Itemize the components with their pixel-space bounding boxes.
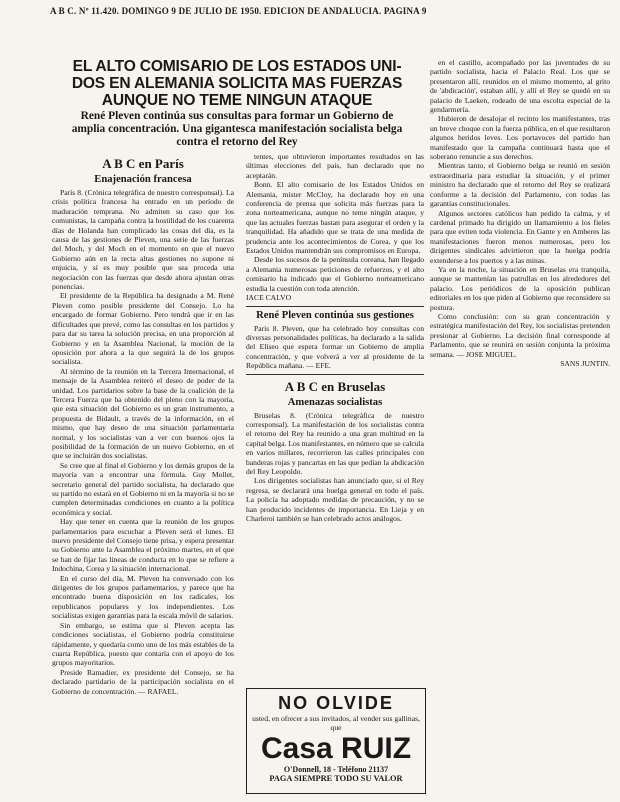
column-right bbox=[430, 58, 610, 794]
paragraph: Hubieron de desalojar el recinto los manifestantes, tras un breve choque con la fuerza pública, en el que resultaron algunos heridos leves. Los portavoces del partido han manifestado que la campaña continuará hasta que el soberano renuncie a sus derechos. bbox=[430, 114, 610, 162]
paragraph: Desde los sucesos de la península coreana, han llegado a Alemania numerosas peticiones de refuerzos, y el alto comisario ha indicado que el Gobierno norteamericano estudia la cuestión con toda atención. bbox=[246, 255, 424, 293]
article-body bbox=[430, 58, 610, 368]
signature: IACE CALVO bbox=[246, 293, 292, 303]
paragraph: París 8. (Crónica telegráfica de nuestro corresponsal). La crisis política francesa ha entrado en un período de maduración temprana. No admiten su caso que los comunistas, la campaña contra la hostilidad de los cuarenta días de Holanda han complicado las cosas del día, es la causa de las gestiones de Pleven, una serie de las fuerzas del Moch, y del Moch en el momento en que el nuevo Gobierno aún en la recta altas gestiones no supone ni enjuicia, y sí es muy posible que sea proceda una negociación con las fuerzas que desde ahora ajustan otras ponencias. bbox=[52, 188, 234, 292]
subheadline-line: contra el retorno del Rey bbox=[176, 136, 298, 148]
section-title: A B C en París bbox=[102, 156, 184, 171]
signature: SANS JUNTIN. bbox=[560, 359, 610, 368]
advertisement bbox=[246, 688, 426, 794]
paragraph: tentes, que obtuvieron importantes resultados en las últimas elecciones del país, han declarado que no aceptarán. bbox=[246, 152, 424, 180]
paragraph: Ya en la noche, la situación en Bruselas era tranquila, aunque se mantenían las patrullas en los alrededores del palacio. Los periódicos de la oposición publican editoriales en los que piden al Gobierno que reconsidere su postura. bbox=[430, 264, 610, 312]
divider bbox=[246, 374, 424, 375]
main-headline bbox=[52, 58, 422, 109]
paragraph: Al término de la reunión en la Tercera Internacional, el mensaje de la Asamblea reiteró el deseo de poder de la unidad. Los partidarios sobre la base de la coalición de la Tercera Fuerza que ha obtenido del pleno con la mayoría, que esta situación del Gobierno es un gran instrumento, a propuesta de Bidault, a través de la información, en el mismo, que hay deseo de una situación parlamentaria normal, y los socialistas van a ver con buenos ojos la posibilidad de la formación de un nuevo Gobierno, en el que se incluirán dos socialistas. bbox=[52, 366, 234, 461]
paragraph: Hay que tener en cuenta que la reunión de los grupos parlamentarios para escuchar a Pleven será el lunes. El nuevo presidente del Consejo tiene prisa, y espera presentar su Gobierno ante la Asamblea el próximo martes, en el que se han de fijar las líneas de conducta en lo que se refiere a Indochina, Corea y la situación internacional. bbox=[52, 517, 234, 574]
ad-tagline: usted, en ofrecer a sus invitados, al vender sus gallinas, que bbox=[252, 714, 420, 732]
column-left bbox=[52, 152, 234, 794]
article-body bbox=[246, 411, 424, 524]
paragraph: Bonn. El alto comisario de los Estados Unidos en Alemania, míster McCloy, ha declarado hoy en una conferencia de prensa que solicita más fuerzas para la zona norteamericana, aunque no teme ningún ataque, y que las actuales fuerzas bastan para asegurar el orden y la tranquilidad. Ha añadido que se trata de una medida de prudencia ante los acontecimientos de Corea, y que los Estados Unidos mantendrán sus compromisos en Europa. bbox=[246, 180, 424, 256]
paragraph: Bruselas 8. (Crónica telegráfica de nuestro corresponsal). La manifestación de los socialistas contra el retorno del Rey ha reunido a una gran multitud en la capital belga. Los manifestantes, en número que se calcula en varios millares, recorrieron las calles principales con banderas rojas y pancartas en las que pedían la abdicación del Rey Leopoldo. bbox=[246, 410, 424, 476]
column-middle bbox=[246, 152, 424, 684]
paragraph: Mientras tanto, el Gobierno belga se reunió en sesión extraordinaria para estudiar la situación, y el primer ministro ha declarado que el retorno del Rey se realizará conforme a la decisión del Parlamento, con todas las garantías constitucionales. bbox=[430, 161, 610, 209]
section-subtitle: Amenazas socialistas bbox=[287, 396, 383, 408]
paragraph: El presidente de la República ha designado a M. René Pleven como posible presidente del Consejo. Lo ha encargado de formar Gobierno. Pero tendrá que ir en las dificultades que prevé, como las consultas en los partidos y para dar su tarea la solución precisa, en una proporción al Gobierno y en la Asamblea Nacional, la moción de la oposición por ahora a la que seguirá la de los grupos socialista. bbox=[52, 291, 234, 367]
headline-line: AUNQUE NO TEME NINGUN ATAQUE bbox=[101, 92, 373, 109]
article-body bbox=[246, 152, 424, 303]
paragraph: Como conclusión: con su gran concentración y estratégica manifestación del Rey, los socialistas pretenden presionar al Gobierno. La decisión final corresponde al Parlamento, que se reunirá en sesión conjunta la próxima semana. — JOSE MIGUEL. bbox=[430, 311, 610, 359]
section-subtitle: Enajenación francesa bbox=[94, 174, 192, 185]
paragraph: En el curso del día, M. Pleven ha conversado con los dirigentes de los grupos parlamentarios, y parece que ha encontrado buena disposición en los radicales, los republicanos populares y los independientes. Los socialistas exigen garantías para la escala móvil de salarios. bbox=[52, 573, 234, 621]
paragraph: Se cree que al final el Gobierno y los demás grupos de la mayoría van a encontrar una fórmula. Guy Mollet, secretario general del partido socialista, ha declarado que su partido no estará en el Gobierno ni en la mayoría si no se cumplen determinadas condiciones en cuanto a la política económica y social. bbox=[52, 460, 234, 517]
headline-line: EL ALTO COMISARIO DE LOS ESTADOS UNI- bbox=[72, 58, 402, 75]
ad-slogan: PAGA SIEMPRE TODO SU VALOR bbox=[269, 774, 403, 783]
subheadline-line: René Pleven continúa sus consultas para formar un Gobierno de bbox=[80, 110, 394, 122]
article-body bbox=[246, 324, 424, 371]
subheadline bbox=[52, 110, 422, 149]
paragraph: Preside Ramadier, ex presidente del Consejo, se ha declarado partidario de la participación socialista en el Gobierno de concentración. — RAFAEL. bbox=[52, 667, 234, 696]
section-title: René Pleven continúa sus gestiones bbox=[256, 309, 414, 321]
ad-address: O'Donnell, 18 - Teléfono 21137 bbox=[283, 765, 389, 774]
paragraph: Sin embargo, se estima que si Pleven acepta las condiciones socialistas, el Gobierno podría constituirse rápidamente, y quedaría como uno de los más estables de la cuarta República, puesto que contaría con el apoyo de los grupos mayoritarios. bbox=[52, 620, 234, 668]
paragraph: París 8. Pleven, que ha celebrado hoy consultas con diversas personalidades políticas, ha declarado a la salida del Elíseo que espera formar un Gobierno de amplia concentración, y que volverá a ver al presidente de la República mañana. — EFE. bbox=[246, 323, 424, 371]
divider bbox=[246, 306, 424, 307]
paragraph: Algunos sectores católicos han pedido la calma, y el cardenal primado ha dirigido un llamamiento a los fieles para que eviten toda violencia. En Gante y en Amberes las manifestaciones fueron menos numerosas, pero los dirigentes sindicales advirtieron que la huelga podría extenderse a los puertos y a las minas. bbox=[430, 208, 610, 265]
ad-brand-name: Casa RUIZ bbox=[260, 732, 412, 765]
paragraph: en el castillo, acompañado por las juventudes de su partido socialista, hacia el Palacio Real. Los que se presentaron allí, reunidos en el mismo momento, al grito de 'abdicación', estaban allí, y allí el Rey se quedó en su palacio de Laeken, rodeado de una escolta especial de la gendarmería. bbox=[430, 58, 610, 115]
article-body bbox=[52, 188, 234, 696]
section-title: A B C en Bruselas bbox=[284, 378, 386, 394]
headline-line: DOS EN ALEMANIA SOLICITA MAS FUERZAS bbox=[71, 75, 403, 92]
ad-headline: NO OLVIDE bbox=[278, 693, 394, 713]
subheadline-line: amplia concentración. Una gigantesca manifestación socialista belga bbox=[71, 123, 403, 135]
running-head: A B C. Nº 11.420. DOMINGO 9 DE JULIO DE 1950. EDICION DE ANDALUCIA. PAGINA 9 bbox=[50, 6, 427, 16]
paragraph: Los dirigentes socialistas han anunciado que, si el Rey regresa, se declarará una huelga general en todo el país. La policía ha adoptado medidas de precaución, y no se han producido incidentes de importancia. En Lieja y en Charleroi también se han celebrado actos análogos. bbox=[246, 476, 424, 523]
